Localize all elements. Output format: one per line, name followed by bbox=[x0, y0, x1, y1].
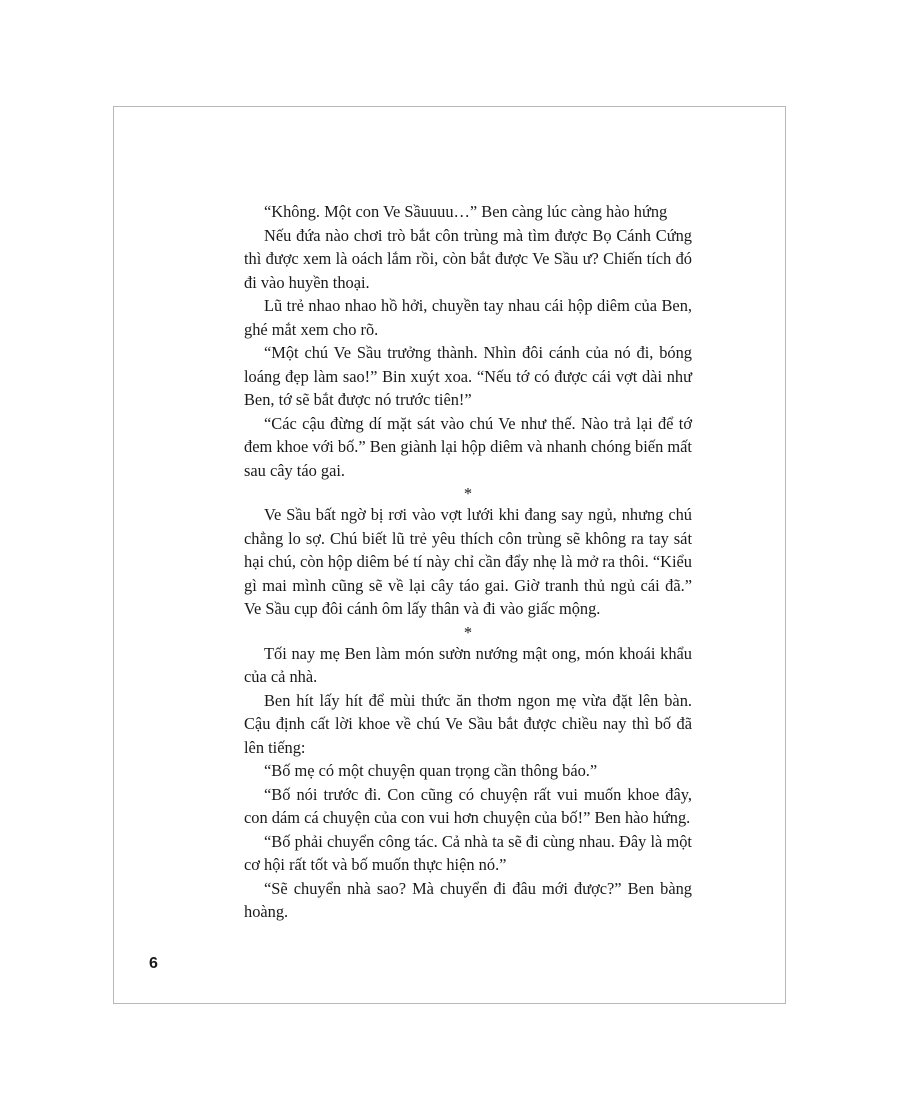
paragraph: Ve Sầu bất ngờ bị rơi vào vợt lưới khi đang say ngủ, nhưng chú chẳng lo sợ. Chú biết lũ trẻ yêu thích côn trùng sẽ không ra tay sát hại chú, còn hộp diêm bé tí này chỉ cần đẩy nhẹ là mở ra thôi. “Kiểu gì mai mình cũng sẽ về lại cây táo gai. Giờ tranh thủ ngủ cái đã.” Ve Sầu cụp đôi cánh ôm lấy thân và đi vào giấc mộng. bbox=[244, 505, 692, 618]
paragraph: “Một chú Ve Sầu trưởng thành. Nhìn đôi cánh của nó đi, bóng loáng đẹp làm sao!” Bin xuýt xoa. “Nếu tớ có được cái vợt dài như Ben, tớ sẽ bắt được nó trước tiên!” bbox=[244, 343, 692, 409]
paragraph: Lũ trẻ nhao nhao hồ hởi, chuyền tay nhau cái hộp diêm của Ben, ghé mắt xem cho rõ. bbox=[244, 296, 692, 339]
section-separator: * bbox=[463, 622, 473, 642]
page-frame bbox=[113, 106, 786, 1004]
paragraph: “Các cậu đừng dí mặt sát vào chú Ve như thế. Nào trả lại để tớ đem khoe với bố.” Ben giành lại hộp diêm và nhanh chóng biến mất sau cây táo gai. bbox=[244, 413, 692, 480]
paragraph: “Bố nói trước đi. Con cũng có chuyện rất vui muốn khoe đây, con dám cá chuyện của con vui hơn chuyện của bố!” Ben hào hứng. bbox=[244, 784, 692, 827]
paragraph: Tối nay mẹ Ben làm món sườn nướng mật ong, món khoái khẩu của cả nhà. bbox=[244, 643, 692, 686]
paragraph: “Bố phải chuyển công tác. Cả nhà ta sẽ đi cùng nhau. Đây là một cơ hội rất tốt và bố muốn thực hiện nó.” bbox=[244, 831, 692, 874]
section-separator: * bbox=[463, 484, 473, 503]
paragraph: Nếu đứa nào chơi trò bắt côn trùng mà tìm được Bọ Cánh Cứng thì được xem là oách lắm rồi, còn bắt được Ve Sầu ư? Chiến tích đó đi vào huyền thoại. bbox=[244, 225, 692, 292]
paragraph: Ben hít lấy hít để mùi thức ăn thơm ngon mẹ vừa đặt lên bàn. Cậu định cất lời khoe về chú Ve Sầu bắt được chiều nay thì bố đã lên tiếng: bbox=[244, 690, 692, 757]
page-number: 6 bbox=[149, 955, 158, 972]
body-text bbox=[244, 200, 692, 924]
paragraph: “Sẽ chuyển nhà sao? Mà chuyển đi đâu mới được?” Ben bàng hoàng. bbox=[244, 878, 692, 921]
paragraph: “Bố mẹ có một chuyện quan trọng cần thông báo.” bbox=[264, 761, 598, 780]
paragraph: “Không. Một con Ve Sầuuuu…” Ben càng lúc càng hào hứng bbox=[264, 202, 668, 221]
